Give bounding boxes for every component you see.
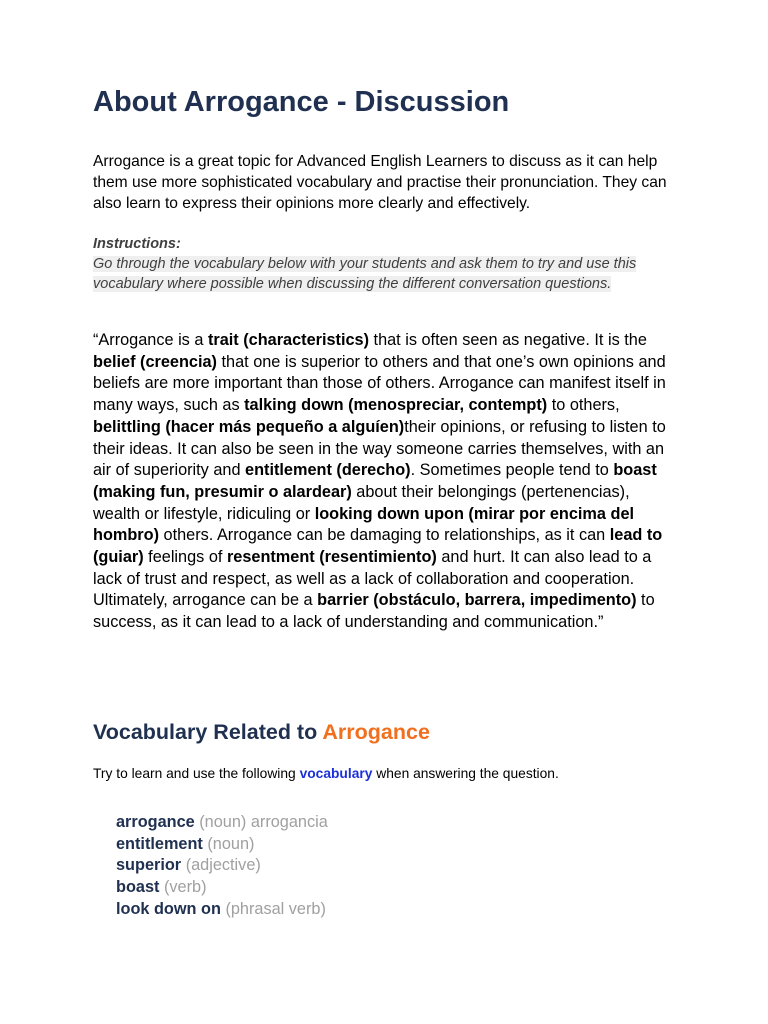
instructions-label: Instructions: xyxy=(93,236,181,252)
quote-key-term: boast (making fun, presumir o alardear) xyxy=(93,461,657,501)
quote-key-term: barrier (obstáculo, barrera, impedimento) xyxy=(317,591,637,610)
vocab-item xyxy=(116,877,328,899)
vocab-pos: (noun) xyxy=(207,834,255,853)
vocab-term: entitlement xyxy=(116,834,203,853)
quote-text: to others, xyxy=(547,396,620,415)
quote-key-term: talking down (menospreciar, contempt) xyxy=(244,396,548,415)
vocabulary-heading xyxy=(93,720,430,745)
vocab-term: boast xyxy=(116,878,160,897)
vocab-pos: (phrasal verb) xyxy=(225,899,326,918)
quote-key-term: entitlement (derecho) xyxy=(245,461,411,480)
quote-key-term: belief (creencia) xyxy=(93,352,217,371)
vocabulary-intro xyxy=(93,766,559,781)
instructions-text xyxy=(93,255,683,294)
instructions-highlight: Go through the vocabulary below with your students and ask them to try and use this vocabulary where possible when discussing the different conversation questions. xyxy=(93,256,637,292)
vocabulary-heading-text: Vocabulary Related to xyxy=(93,720,323,744)
vocab-term: superior xyxy=(116,856,182,875)
vocab-item xyxy=(116,899,328,921)
quote-text: that one is superior to others and that one’s own opinions and beliefs are more important than those of others. Arrogance can manifest itself in many ways, such as xyxy=(93,352,666,415)
vocabulary-heading-accent: Arrogance xyxy=(322,720,430,744)
quote-key-term: resentment (resentimiento) xyxy=(226,548,437,567)
vocab-item xyxy=(116,855,328,877)
quote-text: about their belongings (pertenencias), wealth or lifestyle, ridiculing or xyxy=(93,482,630,523)
vocab-pos: (verb) xyxy=(163,878,207,897)
vocab-pos: (noun) arrogancia xyxy=(199,813,328,831)
quote-key-term: belittling (hacer más pequeño a alguíen) xyxy=(93,417,405,436)
vocab-pos: (adjective) xyxy=(185,856,261,875)
vocab-term: arrogance xyxy=(116,813,195,831)
vocab-item xyxy=(116,834,328,856)
vocabulary-intro-after: when answering the question. xyxy=(372,766,559,781)
vocabulary-intro-before: Try to learn and use the following xyxy=(93,766,300,781)
quote-text: “Arrogance is a xyxy=(93,331,208,349)
page-title: About Arrogance - Discussion xyxy=(93,86,510,118)
vocabulary-link[interactable]: vocabulary xyxy=(299,766,373,781)
quote-text: feelings of xyxy=(143,548,227,567)
quote-key-term: lead to (guiar) xyxy=(93,526,663,567)
quote-text: to success, as it can lead to a lack of understanding and communication.” xyxy=(93,591,655,632)
quote-text: that is often seen as negative. It is the xyxy=(369,331,647,349)
quote-text: their opinions, or refusing to listen to their ideas. It can also be seen in the way someone carries themselves, with an air of superiority and xyxy=(93,417,666,480)
arrogance-quote xyxy=(93,330,673,634)
quote-key-term: trait (characteristics) xyxy=(207,331,370,349)
quote-text: and hurt. It can also lead to a lack of trust and respect, as well as a lack of collaboration and cooperation. Ultimately, arrogance can be a xyxy=(93,548,652,610)
vocab-term: look down on xyxy=(116,899,221,918)
vocabulary-list xyxy=(116,812,328,921)
intro-paragraph: Arrogance is a great topic for Advanced English Learners to discuss as it can help them use more sophisticated vocabulary and practise their pronunciation. They can also learn to express their opinions more clearly and effectively. xyxy=(93,153,667,212)
quote-key-term: looking down upon (mirar por encima del hombro) xyxy=(93,504,635,545)
vocab-item xyxy=(116,812,328,834)
quote-text: . Sometimes people tend to xyxy=(410,461,614,480)
quote-text: others. Arrogance can be damaging to relationships, as it can xyxy=(159,526,610,545)
